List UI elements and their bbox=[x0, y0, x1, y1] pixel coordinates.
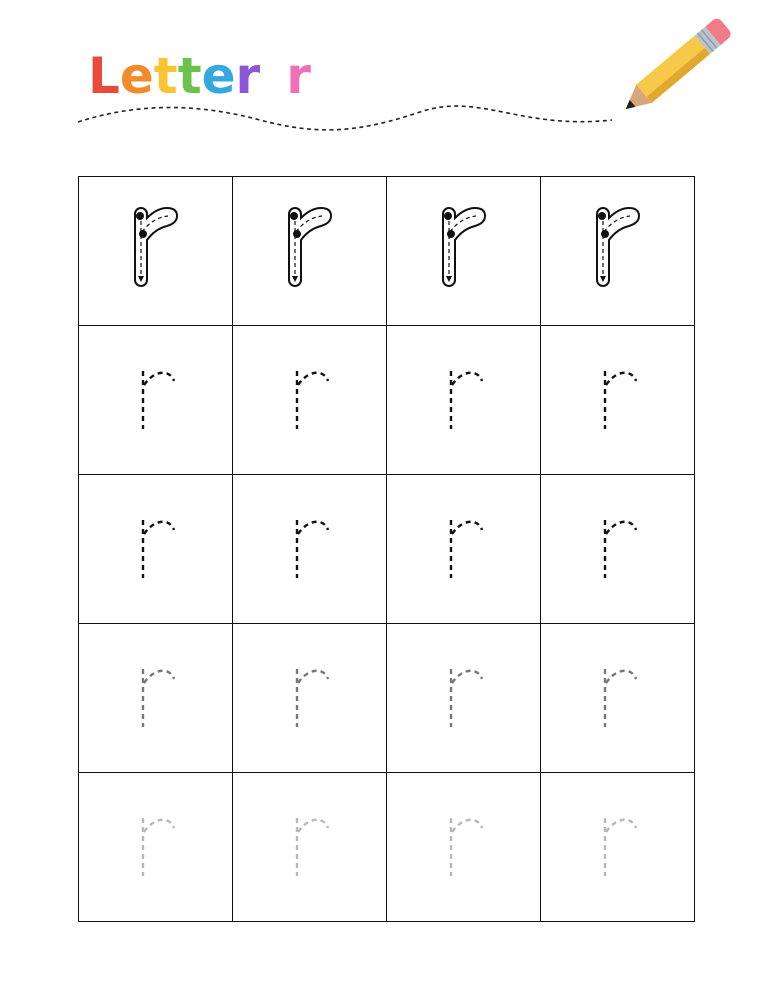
grid-cell bbox=[541, 624, 695, 773]
letter-r-trace bbox=[593, 365, 643, 435]
grid-cell bbox=[79, 326, 233, 475]
title-letter-6: r bbox=[235, 47, 261, 105]
pencil-body bbox=[636, 36, 710, 103]
grid-row bbox=[79, 177, 695, 326]
grid-cell bbox=[541, 326, 695, 475]
letter-r-trace bbox=[593, 663, 643, 733]
grid-row bbox=[79, 773, 695, 922]
letter-r-trace bbox=[131, 812, 181, 882]
grid-cell bbox=[387, 326, 541, 475]
letter-r-trace bbox=[593, 514, 643, 584]
title-target-letter: r bbox=[286, 47, 311, 105]
grid-cell bbox=[387, 773, 541, 922]
letter-r-trace bbox=[131, 663, 181, 733]
grid-row bbox=[79, 475, 695, 624]
letter-r-trace bbox=[593, 812, 643, 882]
letter-r-trace bbox=[131, 365, 181, 435]
grid-cell bbox=[79, 773, 233, 922]
letter-r-trace bbox=[439, 812, 489, 882]
title-letter-3: t bbox=[153, 47, 178, 105]
letter-r-trace bbox=[285, 365, 335, 435]
letter-r-trace bbox=[439, 514, 489, 584]
grid-cell bbox=[233, 475, 387, 624]
title-letter-1: L bbox=[88, 47, 120, 105]
title-letter-2: e bbox=[119, 47, 154, 105]
letter-r-trace bbox=[285, 514, 335, 584]
grid-cell bbox=[233, 773, 387, 922]
letter-r-trace bbox=[131, 514, 181, 584]
dashed-wave-line bbox=[0, 90, 620, 140]
grid-cell bbox=[387, 475, 541, 624]
title-letter-5: e bbox=[201, 47, 236, 105]
letter-r-guide-icon bbox=[434, 206, 494, 296]
grid-cell bbox=[233, 326, 387, 475]
grid-row bbox=[79, 624, 695, 773]
letter-r-trace bbox=[285, 812, 335, 882]
letter-r-trace bbox=[439, 663, 489, 733]
letter-r-trace bbox=[285, 663, 335, 733]
grid-row bbox=[79, 326, 695, 475]
grid-cell bbox=[79, 177, 233, 326]
grid-cell bbox=[387, 177, 541, 326]
letter-r-guide-icon bbox=[280, 206, 340, 296]
letter-r-guide-icon bbox=[126, 206, 186, 296]
tracing-grid bbox=[78, 176, 695, 922]
pencil-icon bbox=[612, 4, 742, 129]
grid-cell bbox=[387, 624, 541, 773]
grid-cell bbox=[541, 177, 695, 326]
grid-cell bbox=[541, 773, 695, 922]
grid-cell bbox=[233, 177, 387, 326]
title-letter-4: t bbox=[177, 47, 202, 105]
letter-r-trace bbox=[439, 365, 489, 435]
letter-r-guide-icon bbox=[588, 206, 648, 296]
grid-cell bbox=[233, 624, 387, 773]
grid-cell bbox=[79, 475, 233, 624]
grid-cell bbox=[541, 475, 695, 624]
grid-cell bbox=[79, 624, 233, 773]
